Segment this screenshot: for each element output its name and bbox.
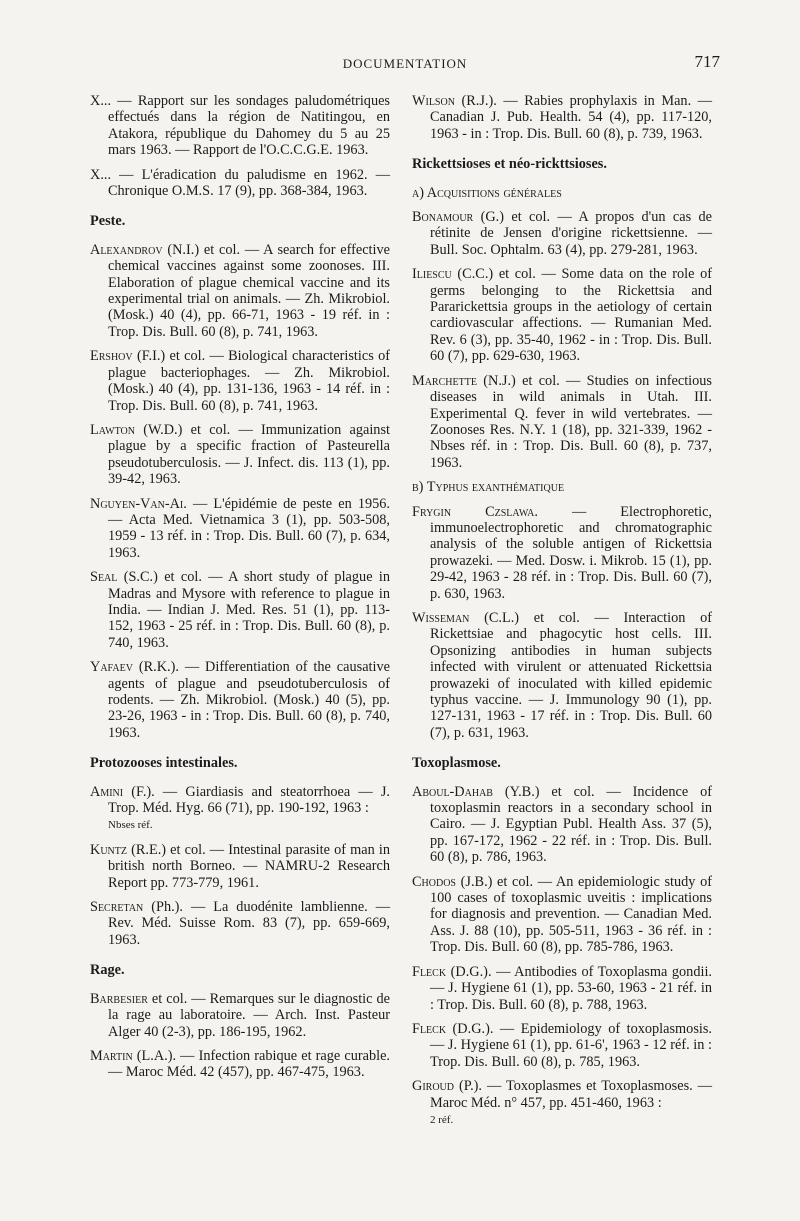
bibliography-entry [412,93,712,142]
entry-author: Marchette [412,372,477,389]
entry-author: Lawton [90,421,135,438]
entry-text: (N.J.) et col. — Studies on infectious diseases in wild animals in Utah. III. Experimental Q. fever in wild vertebrates. — Zoonoses Res. N.Y. 1 (18), pp. 321-339, 1962 - Nbses réf. in : Trop. Dis. Bull. 60 (8), p. 737, 1963. [430,372,712,471]
bibliography-entry [90,842,390,891]
entry-author: Secretan [90,899,144,916]
bibliography-entry [90,93,390,159]
entry-author: Bonamour [412,209,474,226]
entry-author: Martin [90,1047,133,1064]
entry-author: Alexandrov [90,241,163,258]
section-heading: Rickettsioses et néo-rickttsioses. [412,156,607,173]
entry-text: (Y.B.) et col. — Incidence of toxoplasmin reactors in a secondary school in Cairo. — J. Egyptian Publ. Health Ass. 37 (5), pp. 167-172, 1962 - 22 réf. in : Trop. Dis. Bull. 60 (8), p. 786, 1963. [430,783,712,866]
section-heading: Toxoplasmose. [412,755,501,772]
bibliography-entry [90,569,390,651]
entry-text: (W.D.) et col. — Immunization against plague by a specific fraction of Pasteurella pseudotuberculosis. — J. Infect. dis. 113 (1), pp. 39-42, 1963. [108,421,390,488]
entry-text: (R.E.) et col. — Intestinal parasite of man in british north Borneo. — NAMRU-2 Research Report pp. 773-779, 1961. [108,841,390,891]
entry-author: Nguyen-Van-Ai [90,495,184,512]
entry-note: Nbses réf. [108,819,153,832]
entry-text: (S.C.) et col. — A short study of plague in Madras and Mysore with reference to plague in India. — Indian J. Med. Res. 51 (1), pp. 113-152, 1963 - 25 réf. in : Trop. Dis. Bull. 60 (8), p. 740, 1963. [108,569,390,651]
entry-text: (N.I.) et col. — A search for effective chemical vaccines against some zoonoses. III. Elaboration of plague chemical vaccine and its experimental trial on animals. — Zh. Mikrobiol. (Mosk.) 40 (4), pp. 66-71, 1963 - 19 réf. in : Trop. Dis. Bull. 60 (8), p. 741, 1963. [108,241,390,340]
entry-author: Seal [90,569,118,586]
entry-text: (F.). — Giardiasis and steatorrhoea — J. Trop. Méd. Hyg. 66 (71), pp. 190-192, 1963 : [108,783,390,817]
page-number: 717 [694,52,720,71]
entry-text: (G.) et col. — A propos d'un cas de rétinite de Jensen d'origine rickettsienne. — Bull. Soc. Ophtalm. 63 (4), pp. 279-281, 1963. [430,209,712,258]
entry-text: (F.I.) et col. — Biological characteristics of plague bacteriophages. — Zh. Mikrobiol. (Mosk.) 40 (4), pp. 131-136, 1963 - 14 réf. in : Trop. Dis. Bull. 60 (8), p. 741, 1963. [108,348,390,414]
bibliography-entry [412,964,712,1013]
entry-text: (L.A.). — Infection rabique et rage curable. — Maroc Méd. 42 (457), pp. 467-475, 1963. [108,1047,390,1081]
bibliography-entry [90,242,390,340]
bibliography-entry [90,784,390,834]
bibliography-entry [90,991,390,1040]
entry-author: Wilson [412,93,455,109]
section-heading: Rage. [90,962,125,979]
bibliography-entry [90,496,390,562]
entry-author: Kuntz [90,841,127,858]
bibliography-entry [412,610,712,741]
entry-author: Chodos [412,873,456,890]
entry-author: Barbesier [90,990,148,1007]
entry-text: (D.G.). — Antibodies of Toxoplasma gondii. — J. Hygiene 61 (1), pp. 53-60, 1963 - 21 réf. in : Trop. Dis. Bull. 60 (8), p. 788, 1963. [430,963,712,1013]
entry-text: . — Electrophoretic, immunoelectrophoretic and chromatographic analysis of the soluble antigen of Rickettsia prowazeki. — Med. Dosw. i. Mikrob. 15 (1), pp. 29-42, 1963 - 28 réf. in : Trop. Dis. Bull. 60 (7), p. 630, 1963. [430,503,712,602]
entry-author: Ershov [90,348,133,365]
bibliography-entry [412,784,712,866]
entry-text: X... — Rapport sur les sondages paludométriques effectués dans la région de Natitingou, en Atakora, république du Dahomey du 5 au 25 mars 1963. — Rapport de l'O.C.C.G.E. 1963. [90,93,390,159]
entry-text: (C.L.) et col. — Interaction of Rickettsiae and phagocytic host cells. III. Opsonizing antibodies in human subjects infected with virulent or attenuated Rickettsia prowazeki of inoculated with killed epidemic typhus vaccine. — J. Immunology 90 (1), pp. 127-131, 1963 - 17 réf. in : Trop. Dis. Bull. 60 (7), p. 631, 1963. [430,609,712,741]
entry-author: Iliescu [412,266,452,283]
entry-text: X... — L'éradication du paludisme en 1962. — Chronique O.M.S. 17 (9), pp. 368-384, 1963. [90,166,390,200]
bibliography-entry [412,874,712,956]
entry-author: Wisseman [412,609,470,626]
section-heading: Protozooses intestinales. [90,755,238,772]
bibliography-entry [90,422,390,488]
entry-text: (Ph.). — La duodénite lamblienne. — Rev. Méd. Suisse Rom. 83 (7), pp. 659-669, 1963. [108,899,390,948]
entry-note: 2 réf. [430,1113,454,1126]
bibliography-entry [412,1021,712,1070]
bibliography-entry [412,266,712,364]
entry-text: (D.G.). — Epidemiology of toxoplasmosis. — J. Hygiene 61 (1), pp. 61-6', 1963 - 12 réf. in : Trop. Dis. Bull. 60 (8), p. 785, 1963. [430,1020,712,1070]
entry-author: Amini [90,783,124,800]
bibliography-entry [412,1078,712,1128]
entry-author: Aboul-Dahab [412,783,493,800]
subsection-heading: b) Typhus exanthématique [412,479,565,496]
entry-text: (J.B.) et col. — An epidemiologic study of 100 cases of toxoplasmic uveitis : implications for diagnosis and prevention. — Canadian Med. Ass. J. 88 (10), pp. 505-511, 1963 - 36 réf. in : Trop. Dis. Bull. 60 (8), pp. 785-786, 1963. [430,873,712,956]
left-column [90,93,390,1089]
bibliography-entry [412,373,712,471]
page-header [90,52,720,82]
bibliography-entry [90,1048,390,1081]
bibliography-entry [90,659,390,741]
entry-text: et col. — Remarques sur le diagnostic de la rage au laboratoire. — Arch. Inst. Pasteur Alger 40 (2-3), pp. 186-195, 1962. [108,990,390,1040]
bibliography-entry [90,167,390,200]
entry-author: Yafaev [90,659,133,676]
section-heading: Peste. [90,213,126,230]
entry-text: (C.C.) et col. — Some data on the role of germs belonging to the Rickettsia and Pararickettsia groups in the aetiology of certain cardiovascular affections. — Rumanian Med. Rev. 6 (3), pp. 35-40, 1962 - in : Trop. Dis. Bull. 60 (7), pp. 629-630, 1963. [430,266,712,365]
bibliography-entry [90,899,390,948]
entry-text: (R.J.). — Rabies prophylaxis in Man. — Canadian J. Pub. Health. 54 (4), pp. 117-120, 1963 - in : Trop. Dis. Bull. 60 (8), p. 739, 1963. [430,93,712,142]
bibliography-entry [90,348,390,414]
subsection-heading: a) Acquisitions générales [412,184,562,201]
running-head: DOCUMENTATION [342,56,468,71]
bibliography-entry [412,209,712,258]
entry-text: . — L'épidémie de peste en 1956. — Acta Med. Vietnamica 3 (1), pp. 503-508, 1959 - 13 réf. in : Trop. Dis. Bull. 60 (7), p. 634, 1963. [108,495,390,561]
entry-author: Fleck [412,963,447,980]
entry-author: Frygin Czslawa [412,503,535,520]
entry-author: Giroud [412,1078,454,1095]
entry-text: (P.). — Toxoplasmes et Toxoplasmoses. — Maroc Méd. n° 457, pp. 451-460, 1963 : [430,1078,712,1111]
bibliography-entry [412,504,712,602]
entry-text: (R.K.). — Differentiation of the causative agents of plague and pseudotuberculosis of rodents. — Zh. Mikrobiol. (Mosk.) 40 (5), pp. 23-26, 1963 - in : Trop. Dis. Bull. 60 (8), p. 740, 1963. [108,659,390,741]
entry-author: Fleck [412,1020,447,1037]
right-column [412,93,712,1136]
